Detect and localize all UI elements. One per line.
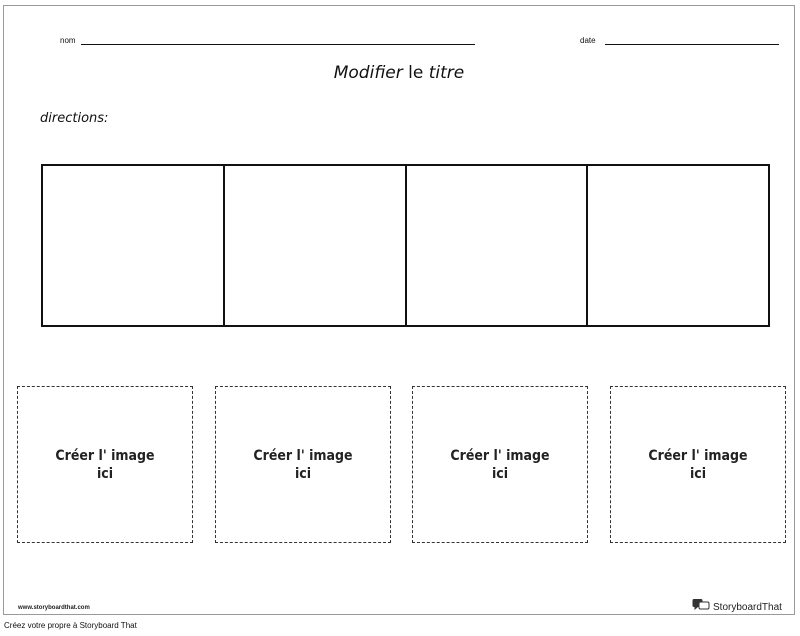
footer-caption: Créez votre propre à Storyboard That bbox=[4, 621, 137, 630]
storyboard-cell-2[interactable] bbox=[225, 166, 407, 325]
placeholder-label bbox=[446, 447, 554, 483]
placeholder-line-2: ici bbox=[689, 465, 707, 482]
title-part-3: titre bbox=[423, 63, 465, 83]
placeholder-label bbox=[51, 447, 159, 483]
placeholder-line-2: ici bbox=[96, 465, 114, 482]
storyboard-frames bbox=[41, 164, 770, 327]
date-field[interactable] bbox=[605, 44, 779, 45]
storyboard-cell-3[interactable] bbox=[407, 166, 589, 325]
date-label: date bbox=[580, 36, 596, 45]
placeholder-line-1: Créer l' image bbox=[253, 447, 353, 464]
name-label: nom bbox=[60, 36, 76, 45]
page-title[interactable] bbox=[4, 63, 794, 83]
brand-name: StoryboardThat bbox=[713, 602, 782, 613]
storyboard-cell-1[interactable] bbox=[43, 166, 225, 325]
worksheet bbox=[3, 5, 795, 615]
footer-url: www.storyboardthat.com bbox=[18, 605, 90, 611]
name-field[interactable] bbox=[81, 44, 475, 45]
image-placeholder-2[interactable] bbox=[215, 386, 391, 543]
brand-logo bbox=[692, 598, 782, 617]
storyboard-cell-4[interactable] bbox=[588, 166, 768, 325]
title-part-1: Modifier bbox=[333, 63, 409, 83]
image-placeholder-1[interactable] bbox=[17, 386, 193, 543]
placeholder-label bbox=[644, 447, 752, 483]
title-part-2: le bbox=[408, 63, 424, 83]
placeholder-line-1: Créer l' image bbox=[450, 447, 550, 464]
placeholder-line-2: ici bbox=[491, 465, 509, 482]
storyboardthat-logo-icon bbox=[692, 598, 710, 617]
image-placeholder-3[interactable] bbox=[412, 386, 588, 543]
placeholder-label bbox=[249, 447, 357, 483]
placeholder-line-2: ici bbox=[294, 465, 312, 482]
image-placeholder-4[interactable] bbox=[610, 386, 786, 543]
placeholder-line-1: Créer l' image bbox=[648, 447, 748, 464]
directions-label[interactable]: directions: bbox=[40, 111, 109, 126]
placeholder-line-1: Créer l' image bbox=[55, 447, 155, 464]
